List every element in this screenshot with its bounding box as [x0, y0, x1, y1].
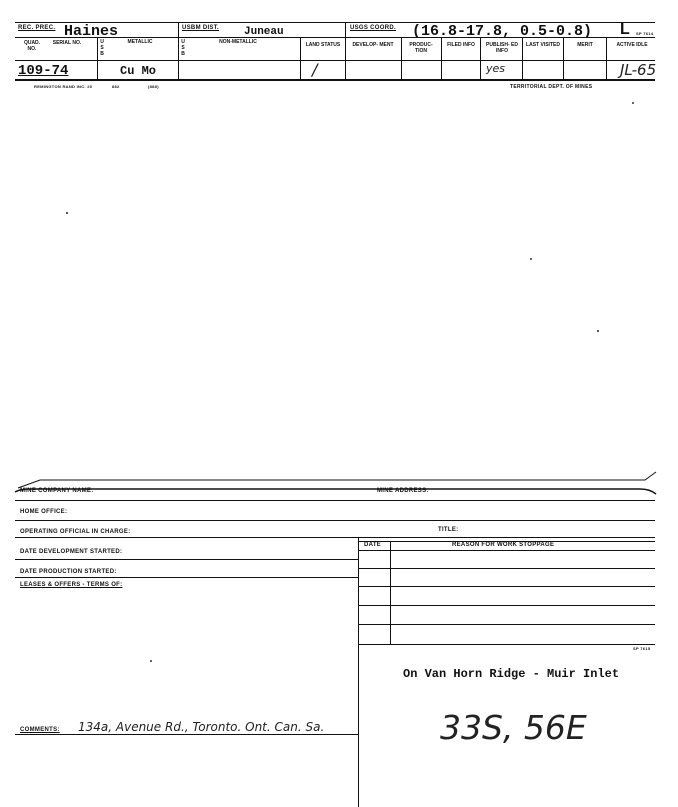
comments-value: 134a, Avenue Rd., Toronto. Ont. Can. Sa.	[78, 720, 325, 734]
date-column-header: DATE	[364, 542, 382, 548]
col-serial-header: SERIAL NO.	[52, 40, 82, 46]
col-s-header: S	[100, 45, 104, 51]
col-published-header: PUBLISH- ED INFO	[486, 42, 518, 54]
mine-address-label: MINE ADDRESS:	[377, 488, 429, 494]
land-status-value: /	[312, 60, 318, 79]
reason-column-header: REASON FOR WORK STOPPAGE	[452, 542, 555, 548]
title-label: TITLE:	[438, 527, 459, 533]
corner-letter: L	[620, 21, 630, 38]
col-u2-header: U	[181, 39, 185, 45]
col-b2-header: B	[181, 51, 185, 57]
home-office-label: HOME OFFICE:	[20, 509, 68, 515]
operating-official-label: OPERATING OFFICIAL IN CHARGE:	[20, 529, 131, 535]
bottom-form	[0, 470, 678, 806]
col-quad-header: QUAD. NO.	[23, 40, 41, 52]
col-metallic-header: METALLIC	[127, 39, 153, 45]
col-nonmetallic-header: NON-METALLIC	[219, 39, 257, 45]
scan-speck	[530, 258, 532, 260]
scan-speck	[632, 102, 634, 104]
date-production-label: DATE PRODUCTION STARTED:	[20, 569, 117, 575]
usgs-coord-value: (16.8-17.8, 0.5-0.8)	[412, 23, 593, 40]
col-last-visited-header: LAST VISITED	[526, 42, 560, 48]
active-idle-value: JL-65	[620, 61, 657, 79]
rec-prec-value: Haines	[64, 23, 119, 40]
form-top-border	[0, 470, 678, 500]
location-text: On Van Horn Ridge - Muir Inlet	[403, 667, 620, 681]
published-info-value: yes	[486, 62, 506, 75]
col-land-header: LAND STATUS	[305, 42, 341, 48]
col-active-idle-header: ACTIVE IDLE	[616, 42, 648, 48]
printer-code-2: (888)	[148, 84, 159, 89]
printer-code-1: 882	[112, 84, 120, 89]
col-u-header: U	[100, 39, 104, 45]
col-production-header: PRODUC- TION	[409, 42, 433, 54]
scan-speck	[66, 212, 68, 214]
quad-serial-value: 109-74	[18, 63, 69, 79]
usbm-dist-value: Juneau	[244, 26, 284, 38]
form-code: SP 7615	[633, 646, 651, 651]
usgs-coord-label: USGS COORD.	[350, 25, 396, 31]
top-card	[0, 0, 678, 100]
handwritten-coordinates: 33S, 56E	[440, 708, 587, 747]
rec-prec-label: REC. PREC.	[18, 25, 56, 31]
corner-code: SP 7614	[636, 31, 654, 36]
leases-offers-label: LEASES & OFFERS - TERMS OF:	[20, 582, 123, 588]
mine-company-label: MINE COMPANY NAME:	[20, 488, 94, 494]
col-filed-header: FILED INFO	[447, 42, 475, 48]
col-s2-header: S	[181, 45, 185, 51]
metallic-value: Cu Mo	[120, 64, 157, 78]
department-label: TERRITORIAL DEPT. OF MINES	[510, 84, 593, 90]
comments-label: COMMENTS:	[20, 727, 60, 733]
printer-credit: REMINGTON RAND INC. 20	[34, 84, 93, 89]
col-develop-header: DEVELOP- MENT	[352, 42, 394, 48]
usbm-dist-label: USBM DIST.	[182, 25, 220, 31]
col-b-header: B	[100, 51, 104, 57]
scan-speck	[597, 330, 599, 332]
date-development-label: DATE DEVELOPMENT STARTED:	[20, 549, 123, 555]
col-merit-header: MERIT	[577, 42, 593, 48]
